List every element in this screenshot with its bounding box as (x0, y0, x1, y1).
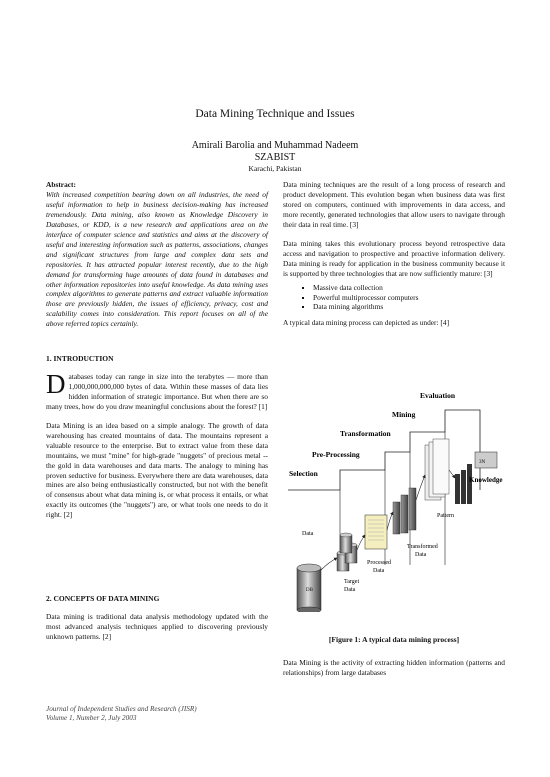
abstract-text: With increased competition bearing down on all industries, the need of useful information to help in business decision-making has increased tremendously. Data mining, also known as Knowledge Discovery in Databases, or KDD, is a new research and applications area on the interface of computer science and statistics and aims at the discovery of useful and interesting information such as patterns, associations, changes and significant structures from large and complex data sets and repositories. It has attracted popular interest recently, due to the high demand for transforming huge amounts of data found in databases and other information repositories into useful knowledge. As data mining uses complex algorithms to generate patterns and extract valuable information those are previously hidden, the issues of efficiency, privacy, cost and scalability comes into consideration. This report focuses on all of the above referred topics certainly. (46, 189, 268, 329)
stage-label: Evaluation (420, 391, 456, 400)
journal-footer (46, 705, 197, 723)
footer-line-2: Volume 1, Number 2, July 2003 (46, 714, 137, 722)
figure-caption: [Figure 1: A typical data mining process] (328, 635, 460, 644)
processed-label-2: Data (373, 568, 385, 574)
abstract-label: Abstract: (46, 180, 76, 189)
technology-list (283, 283, 505, 313)
right-para-4: Data Mining is the activity of extracting hidden information (patterns and relationships) from large databases (283, 658, 505, 677)
pattern-sheets (425, 439, 449, 500)
institution: SZABIST (254, 152, 296, 163)
right-para-1: Data mining techniques are the result of a long process of research and product development. This evolution began when business data was first stored on computers, continued with improvements in data access, and more recently, generated technologies that allow users to navigate through their data in real time. [3] (283, 180, 505, 229)
section-introduction (46, 354, 268, 520)
transformed-label: Transformed (407, 544, 438, 550)
processed-label: Processed (367, 560, 391, 566)
target-data-cylinders (337, 533, 357, 571)
right-para-2: Data mining takes this evolutionary process beyond retrospective data access and navigation to prospective and proactive information delivery. Data mining is ready for application in the business community because it is supported by three technologies that are now sufficiently mature: [3] (283, 238, 505, 278)
section-heading: 1. INTRODUCTION (46, 354, 114, 363)
target-label: Target (344, 579, 360, 585)
footer-line-1: Journal of Independent Studies and Research (JISR) (46, 705, 197, 713)
drop-cap: D (46, 368, 66, 399)
target-data-label (344, 579, 361, 593)
stage-label: Selection (289, 469, 318, 478)
target-label-2: Data (344, 587, 356, 593)
transformed-label-2: Data (415, 552, 427, 558)
intro-para-1-text: atabases today can range in size into the terabytes — more than 1,000,000,000,000 bytes of data. Within these masses of data lies hidden information of strategic importance. But when there are so many trees, how do you draw meaningful conclusions about the forest? [1] (46, 371, 268, 411)
knowledge-label: Knowledge (469, 476, 503, 484)
three-n-label: 3N (479, 460, 486, 465)
stage-label: Mining (392, 410, 416, 419)
section-heading: 2. CONCEPTS OF DATA MINING (46, 594, 160, 603)
processed-data-label (367, 560, 393, 574)
stage-label: Transformation (340, 429, 391, 438)
abstract (46, 180, 268, 329)
list-item: ▪ Powerful multiprocessor computers (313, 293, 505, 303)
list-item: ▪ Data mining algorithms (313, 302, 505, 312)
db-label: DB (306, 588, 313, 593)
transformed-data-bars (393, 488, 416, 534)
concepts-para-1: Data mining is traditional data analysis methodology updated with the most advanced analysis techniques applied to discovering previously unknown patterns. [2] (46, 611, 268, 641)
pattern-label: Pattern (437, 513, 454, 519)
data-mining-process-diagram (285, 390, 510, 612)
intro-para-1 (46, 368, 268, 412)
intro-para-2: Data Mining is an idea based on a simple analogy. The growth of data warehousing has created mountains of data. The mountains represent a valuable resource to the enterprise. But to extract value from these data mountains, we must "mine" for high-grade "nuggets" of precious metal -- the gold in data warehouses and data marts. The analogy to mining has proven seductive for business. Everywhere there are data warehouses, data mines are also being enthusiastically constructed, but not with the benefit of consensus about what data mining is, or what process it entails, or what exactly its outcomes (the "nuggets") are, or what tools one needs to do it right. [2] (46, 420, 268, 520)
right-column (283, 180, 505, 328)
location: Karachi, Pakistan (248, 164, 302, 173)
paper-title: Data Mining Technique and Issues (195, 108, 355, 120)
data-label: Data (302, 531, 314, 537)
section-concepts (46, 594, 268, 642)
right-para-3: A typical data mining process can depicted as under: [4] (283, 318, 450, 328)
processed-data-sheet (365, 515, 387, 549)
transformed-data-label (407, 543, 439, 558)
database-cylinder (297, 564, 321, 612)
stage-label: Pre-Processing (312, 450, 360, 459)
list-item: ▪ Massive data collection (313, 283, 505, 293)
authors: Amirali Barolia and Muhammad Nadeem (191, 140, 359, 151)
